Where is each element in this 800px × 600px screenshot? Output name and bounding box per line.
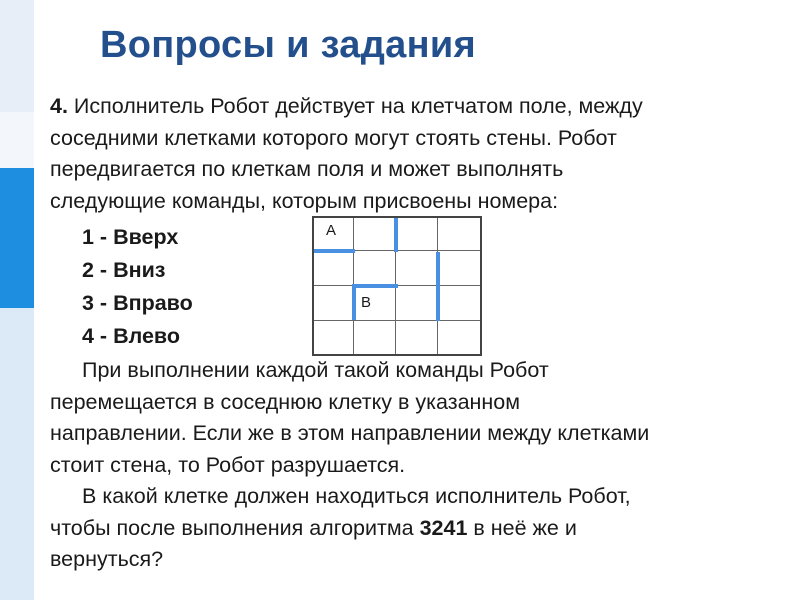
task-intro-line-3: передвигается по клеткам поля и может выполнять (50, 157, 564, 181)
command-right: 3 - Вправо (82, 291, 193, 315)
explain-line-2: перемещается в соседнюю клетку в указанном (50, 389, 521, 414)
side-band-top (0, 0, 34, 112)
side-decoration (0, 0, 34, 600)
task-intro (50, 91, 643, 217)
cell-label-b: В (361, 294, 372, 311)
command-up: 1 - Вверх (82, 225, 179, 249)
wall-segment (352, 284, 356, 320)
question-line-1 (50, 481, 649, 513)
cell-label-a: А (326, 222, 337, 239)
explain-text-1: При выполнении каждой такой команды Робот (82, 358, 549, 382)
robot-field-grid (312, 216, 482, 356)
task-intro-line-2: соседними клетками которого могут стоять стены. Робот (50, 125, 617, 150)
explain-line-4: стоит стена, то Робот разрушается. (50, 452, 406, 477)
task-number: 4. (50, 94, 68, 118)
command-down: 2 - Вниз (82, 258, 166, 282)
side-band-accent (0, 168, 34, 308)
task-intro-line-4: следующие команды, которым присвоены номера: (50, 188, 559, 213)
command-left: 4 - Влево (82, 324, 180, 348)
algorithm-code: 3241 (419, 515, 468, 540)
question-line-2 (50, 513, 649, 545)
explain-line-3: направлении. Если же в этом направлении между клетками (50, 421, 650, 445)
task-intro-text-1: Исполнитель Робот действует на клетчатом поле, между (73, 94, 643, 118)
question-text-1: В какой клетке должен находиться исполнитель Робот, (82, 484, 631, 508)
wall-segment (352, 284, 398, 288)
explain-line-1 (50, 355, 649, 387)
question-text-2b: в неё же и (467, 515, 577, 540)
wall-segment (314, 249, 355, 253)
task-explanation (50, 355, 649, 576)
question-line-3: вернуться? (50, 547, 164, 571)
task-intro-line-1 (50, 91, 643, 123)
wall-segment (394, 218, 398, 252)
page-title: Вопросы и задания (100, 24, 476, 66)
side-band-bottom (0, 308, 34, 600)
wall-segment (436, 252, 440, 321)
question-text-2a: чтобы после выполнения алгоритма (50, 515, 420, 540)
